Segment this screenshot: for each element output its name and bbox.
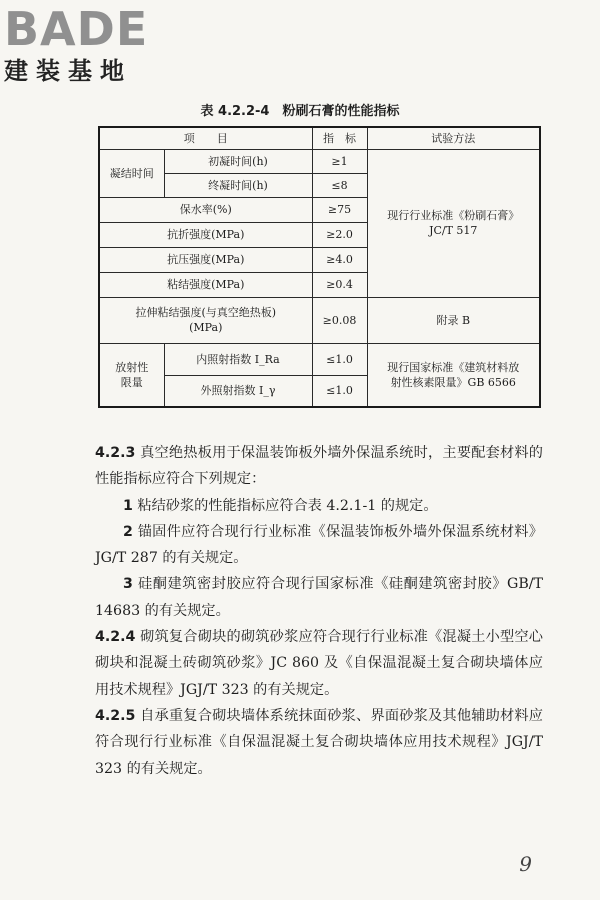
method-1-line1: 现行行业标准《粉刷石膏》 [387,209,520,222]
cell-value: ≥4.0 [312,247,367,272]
group-radioactivity-line1: 放射性 [115,360,149,374]
cell-value: ≥75 [312,197,367,222]
clause-4-2-3 [95,440,543,493]
table-header-row [99,127,540,149]
header-index: 指 标 [312,127,367,149]
cell-value: ≥1 [312,149,367,173]
item-number: 1 [123,497,133,514]
cell-item: 内照射指数 I_Ra [164,343,312,375]
cell-item: 粘结强度(MPa) [99,272,312,297]
cell-item [99,297,312,343]
body-text [95,440,543,782]
clause-text: 砌筑复合砌块的砌筑砂浆应符合现行行业标准《混凝土小型空心砌块和混凝土砖砌筑砂浆》JC 860 及《自保温混凝土复合砌块墙体应用技术规程》JGJ/T 323 的有关规定。 [95,629,543,698]
group-radioactivity-line2: 限量 [120,375,143,389]
cell-item: 抗折强度(MPa) [99,222,312,247]
cell-item-line1: 拉伸粘结强度(与真空绝热板) [135,306,277,319]
cell-item: 外照射指数 I_γ [164,375,312,407]
cell-item-line2: (MPa) [189,321,223,334]
cell-value: ≤8 [312,173,367,197]
performance-table [98,126,541,408]
cell-item: 保水率(%) [99,197,312,222]
method-cell-3 [367,343,540,407]
group-radioactivity [99,343,164,407]
list-item [95,571,543,624]
header-item: 项 目 [99,127,312,149]
cell-value: ≥2.0 [312,222,367,247]
header-method: 试验方法 [367,127,540,149]
list-item [95,519,543,572]
clause-number: 4.2.4 [95,629,136,646]
clause-text: 自承重复合砌块墙体系统抹面砂浆、界面砂浆及其他辅助材料应符合现行行业标准《自保温混凝土复合砌块墙体应用技术规程》JGJ/T 323 的有关规定。 [95,707,543,777]
table-row [99,297,540,343]
method-cell-2: 附录 B [367,297,540,343]
method-1-line2: JC/T 517 [429,224,478,237]
clause-4-2-5 [95,703,543,782]
table-row [99,343,540,375]
page-number: 9 [519,852,532,876]
cell-item: 初凝时间(h) [164,149,312,173]
item-text: 粘结砂浆的性能指标应符合表 4.2.1-1 的规定。 [137,497,438,514]
item-number: 3 [123,576,133,593]
logo-subtitle: 建装基地 [4,57,132,85]
list-item [95,493,543,519]
table-row [99,149,540,173]
logo [4,2,184,86]
clause-4-2-4 [95,624,543,703]
group-setting-time: 凝结时间 [99,149,164,197]
table-title: 表 4.2.2-4 粉刷石膏的性能指标 [200,104,400,119]
clause-number: 4.2.3 [95,445,136,461]
clause-number: 4.2.5 [95,707,136,724]
cell-value: ≥0.4 [312,272,367,297]
item-text: 锚固件应符合现行行业标准《保温装饰板外墙外保温系统材料》JG/T 287 的有关规定。 [95,523,543,567]
method-3-line2: 射性核素限量》GB 6566 [390,375,516,389]
method-3-line1: 现行国家标准《建筑材料放 [387,360,520,374]
clause-text: 真空绝热板用于保温装饰板外墙外保温系统时，主要配套材料的性能指标应符合下列规定： [95,445,543,488]
item-text: 硅酮建筑密封胶应符合现行国家标准《硅酮建筑密封胶》GB/T 14683 的有关规定。 [95,576,543,619]
method-cell-1 [367,149,540,297]
logo-wordmark: BADE [4,2,149,56]
cell-value: ≥0.08 [312,297,367,343]
item-number: 2 [123,523,133,540]
cell-value: ≤1.0 [312,343,367,375]
cell-item: 终凝时间(h) [164,173,312,197]
cell-item: 抗压强度(MPa) [99,247,312,272]
cell-value: ≤1.0 [312,375,367,407]
